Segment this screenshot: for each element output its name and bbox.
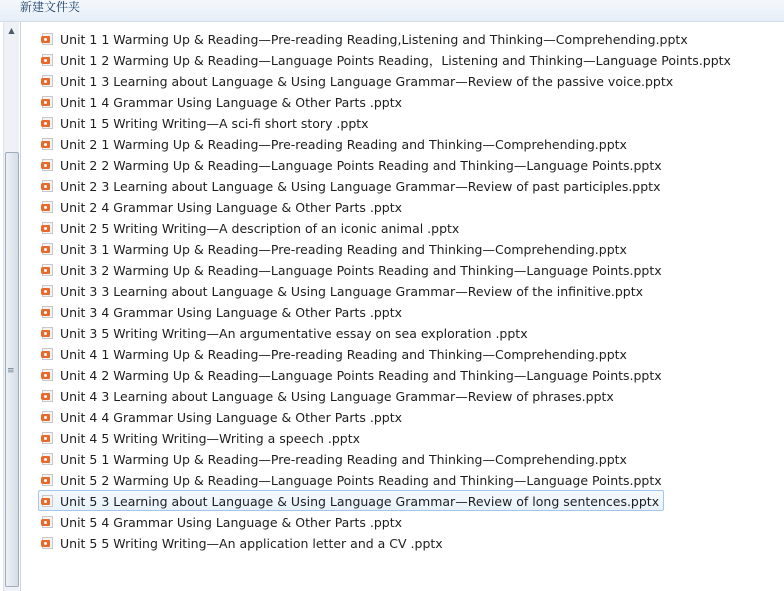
file-name: Unit 1 5 Writing Writing—A sci-fi short story .pptx (60, 116, 369, 131)
powerpoint-file-icon (42, 159, 53, 171)
file-item[interactable] (38, 91, 407, 112)
file-item[interactable] (38, 112, 374, 133)
powerpoint-file-icon (42, 180, 53, 192)
file-name: Unit 5 5 Writing Writing—An application letter and a CV .pptx (60, 536, 443, 551)
file-item[interactable] (38, 322, 533, 343)
file-name: Unit 3 3 Learning about Language & Using Language Grammar—Review of the infinitive.pptx (60, 284, 644, 299)
file-name: Unit 2 4 Grammar Using Language & Other Parts .pptx (60, 200, 402, 215)
powerpoint-file-icon (42, 117, 53, 129)
file-item[interactable] (38, 280, 648, 301)
powerpoint-file-icon (42, 285, 53, 297)
file-name: Unit 2 5 Writing Writing—A description of an iconic animal .pptx (60, 221, 460, 236)
powerpoint-file-icon (42, 390, 53, 402)
powerpoint-file-icon (42, 537, 53, 549)
file-item[interactable] (38, 385, 619, 406)
file-name: Unit 4 3 Learning about Language & Using Language Grammar—Review of phrases.pptx (60, 389, 614, 404)
file-item[interactable] (38, 49, 736, 70)
powerpoint-file-icon (42, 411, 53, 423)
scrollbar-grip-icon: ≡ (7, 366, 15, 376)
file-name: Unit 3 1 Warming Up & Reading—Pre-reading Reading and Thinking—Comprehending.pptx (60, 242, 627, 257)
file-list (38, 28, 736, 553)
file-item[interactable] (38, 28, 693, 49)
file-name: Unit 1 4 Grammar Using Language & Other Parts .pptx (60, 95, 402, 110)
file-name: Unit 3 2 Warming Up & Reading—Language Points Reading and Thinking—Language Points.pptx (60, 263, 662, 278)
powerpoint-file-icon (42, 54, 53, 66)
file-name: Unit 5 1 Warming Up & Reading—Pre-reading Reading and Thinking—Comprehending.pptx (60, 452, 627, 467)
file-name: Unit 3 4 Grammar Using Language & Other Parts .pptx (60, 305, 402, 320)
powerpoint-file-icon (42, 201, 53, 213)
file-item[interactable] (38, 196, 407, 217)
powerpoint-file-icon (42, 369, 53, 381)
file-name: Unit 4 2 Warming Up & Reading—Language Points Reading and Thinking—Language Points.pptx (60, 368, 662, 383)
file-name: Unit 2 3 Learning about Language & Using Language Grammar—Review of past participles.pptx (60, 179, 661, 194)
file-item[interactable] (38, 301, 407, 322)
file-item[interactable] (38, 490, 664, 511)
file-item[interactable] (38, 154, 667, 175)
powerpoint-file-icon (42, 432, 53, 444)
file-item[interactable] (38, 238, 632, 259)
navigation-bar (0, 0, 784, 22)
file-name: Unit 4 1 Warming Up & Reading—Pre-reading Reading and Thinking—Comprehending.pptx (60, 347, 627, 362)
file-item[interactable] (38, 448, 632, 469)
file-name: Unit 4 5 Writing Writing—Writing a speech .pptx (60, 431, 361, 446)
file-item[interactable] (38, 469, 667, 490)
file-item[interactable] (38, 427, 365, 448)
file-item[interactable] (38, 532, 448, 553)
file-name: Unit 2 2 Warming Up & Reading—Language Points Reading and Thinking—Language Points.pptx (60, 158, 662, 173)
folder-link[interactable]: 新建文件夹 (20, 0, 81, 14)
file-name: Unit 3 5 Writing Writing—An argumentative essay on sea exploration .pptx (60, 326, 528, 341)
file-item[interactable] (38, 406, 407, 427)
powerpoint-file-icon (42, 348, 53, 360)
file-item[interactable] (38, 217, 464, 238)
file-name: Unit 2 1 Warming Up & Reading—Pre-reading Reading and Thinking—Comprehending.pptx (60, 137, 627, 152)
file-name: Unit 5 2 Warming Up & Reading—Language Points Reading and Thinking—Language Points.pptx (60, 473, 662, 488)
file-item[interactable] (38, 364, 667, 385)
powerpoint-file-icon (42, 453, 53, 465)
navigation-pane (0, 22, 21, 591)
powerpoint-file-icon (42, 264, 53, 276)
powerpoint-file-icon (42, 474, 53, 486)
powerpoint-file-icon (42, 306, 53, 318)
file-name: Unit 5 3 Learning about Language & Using Language Grammar—Review of long sentences.pptx (60, 494, 660, 509)
file-item[interactable] (38, 259, 667, 280)
file-name: Unit 1 3 Learning about Language & Using Language Grammar—Review of the passive voice.pptx (60, 74, 674, 89)
file-item[interactable] (38, 70, 678, 91)
scroll-up-arrow-icon[interactable]: ▲ (8, 26, 15, 35)
powerpoint-file-icon (42, 138, 53, 150)
powerpoint-file-icon (42, 243, 53, 255)
powerpoint-file-icon (42, 33, 53, 45)
file-name: Unit 4 4 Grammar Using Language & Other Parts .pptx (60, 410, 402, 425)
file-item[interactable] (38, 511, 407, 532)
file-name: Unit 1 2 Warming Up & Reading—Language Points Reading，Listening and Thinking—Language Points.pptx (60, 53, 731, 68)
powerpoint-file-icon (42, 516, 53, 528)
file-item[interactable] (38, 343, 632, 364)
file-name: Unit 5 4 Grammar Using Language & Other Parts .pptx (60, 515, 402, 530)
file-item[interactable] (38, 175, 665, 196)
powerpoint-file-icon (42, 495, 53, 507)
powerpoint-file-icon (42, 222, 53, 234)
powerpoint-file-icon (42, 75, 53, 87)
file-name: Unit 1 1 Warming Up & Reading—Pre-reading Reading,Listening and Thinking—Comprehending.pptx (60, 32, 688, 47)
powerpoint-file-icon (42, 327, 53, 339)
powerpoint-file-icon (42, 96, 53, 108)
file-item[interactable] (38, 133, 632, 154)
navigation-pane-scrollbar[interactable] (3, 22, 19, 591)
